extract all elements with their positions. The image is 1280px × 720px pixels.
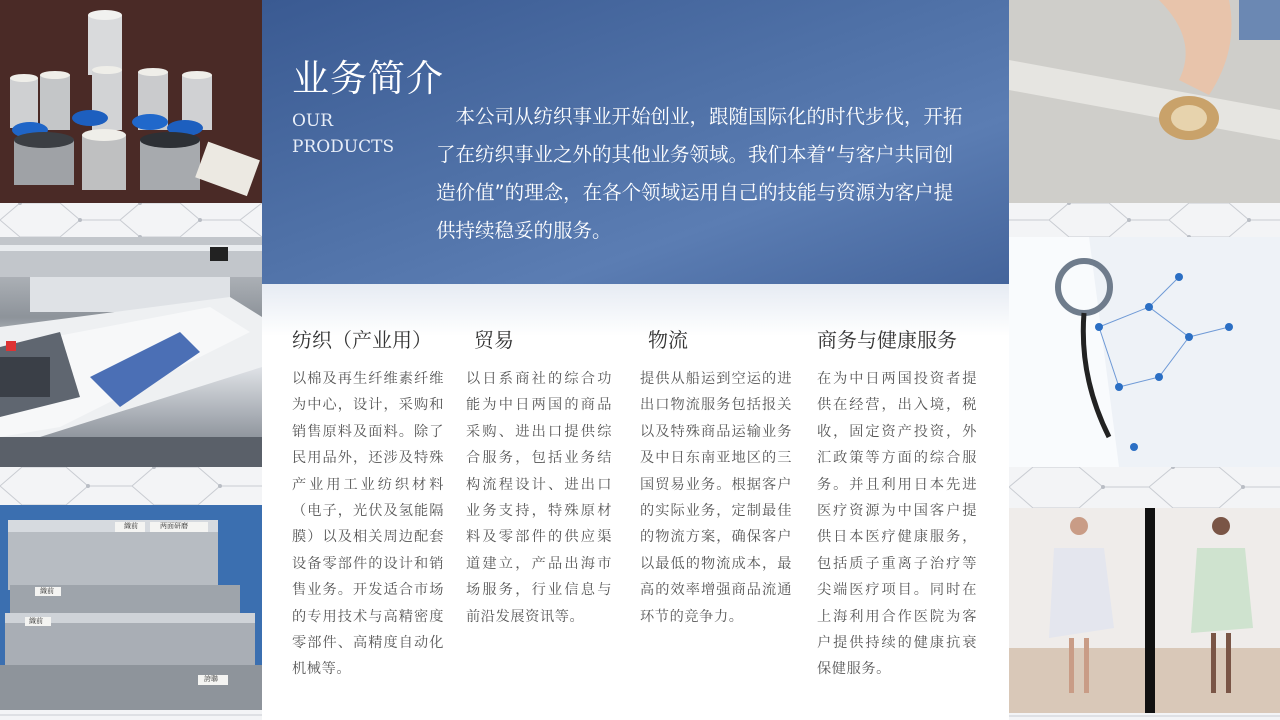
section-title: 物流: [648, 328, 688, 352]
wire-spools-image: [0, 0, 262, 203]
intro-paragraph: 本公司从纺织事业开始创业，跟随国际化的时代步伐，开拓了在纺织事业之外的其他业务领域。我们本着“与客户共同创造价值”的理念，在各个领域运用自己的技能与资源为客户提供持续稳妥的服务。: [436, 105, 963, 242]
section-logistics: [640, 324, 792, 630]
subtitle-line-2: PRODUCTS: [292, 137, 395, 157]
metal-label-3: 織前: [29, 617, 43, 625]
hex-pattern-left-2: [0, 467, 262, 505]
section-textile: [292, 324, 444, 683]
section-title: 商务与健康服务: [817, 328, 957, 352]
section-body: 在为中日两国投资者提供在经营，出入境，税收，固定资产投资，外汇政策等方面的综合服务。并且利用日本先进医疗资源为中国客户提供日本医疗健康服务，包括质子重离子治疗等尖端医疗项目。同时在上海利用合作医院为客户提供持续的健康抗衰保健服务。: [817, 371, 977, 678]
bottom-strip: [262, 713, 1009, 720]
fabric-roll-image: [1009, 0, 1280, 203]
hex-pattern-left-3: [0, 710, 262, 720]
runway-models-image: [1009, 508, 1280, 713]
section-subtitle: [292, 108, 402, 160]
metal-tag-2: 誇聯: [204, 675, 218, 683]
section-title: 贸易: [474, 328, 514, 352]
textile-loom-image: [0, 237, 262, 467]
metal-components-image: [0, 505, 262, 710]
metal-label-2: 織前: [40, 587, 54, 595]
business-sections-panel: [262, 284, 1009, 720]
section-body: 以棉及再生纤维素纤维为中心，设计，采购和销售原料及面料。除了民用品外，还涉及特殊产业用工业纺织材料（电子，光伏及氢能隔膜）以及相关周边配套设备零部件的设计和销售业务。开发适合市场的专用技术与高精密度零部件、高精度自动化机械等。: [292, 371, 444, 678]
section-business-health: [817, 324, 977, 683]
section-trade: [466, 324, 612, 630]
section-title: 纺织（产业用）: [292, 328, 432, 352]
section-body: 提供从船运到空运的进出口物流服务包括报关以及特殊商品运输业务及中日东南亚地区的三国贸易业务。根据客户的实际业务，定制最佳的物流方案，确保客户以最低的物流成本，最高的效率增强商品流通环节的竞争力。: [640, 371, 792, 625]
header-panel: [262, 0, 1009, 284]
hex-pattern-right-2: [1009, 467, 1280, 508]
metal-label-1: 織前: [124, 522, 138, 530]
hex-pattern-left-1: [0, 203, 262, 237]
subtitle-line-1: OUR: [292, 111, 334, 131]
section-body: 以日系商社的综合功能为中日两国的商品采购、进出口提供综合服务，包括业务结构流程设计、进出口业务支持，特殊原材料及零部件的供应渠道建立，产品出海市场服务，行业信息与前沿发展资讯等。: [466, 371, 612, 625]
stethoscope-network-image: [1009, 237, 1280, 467]
page-title: 业务简介: [292, 57, 444, 100]
hex-pattern-right-3: [1009, 713, 1280, 720]
hex-pattern-right-1: [1009, 203, 1280, 237]
metal-tag: 两面研磨: [160, 522, 188, 530]
